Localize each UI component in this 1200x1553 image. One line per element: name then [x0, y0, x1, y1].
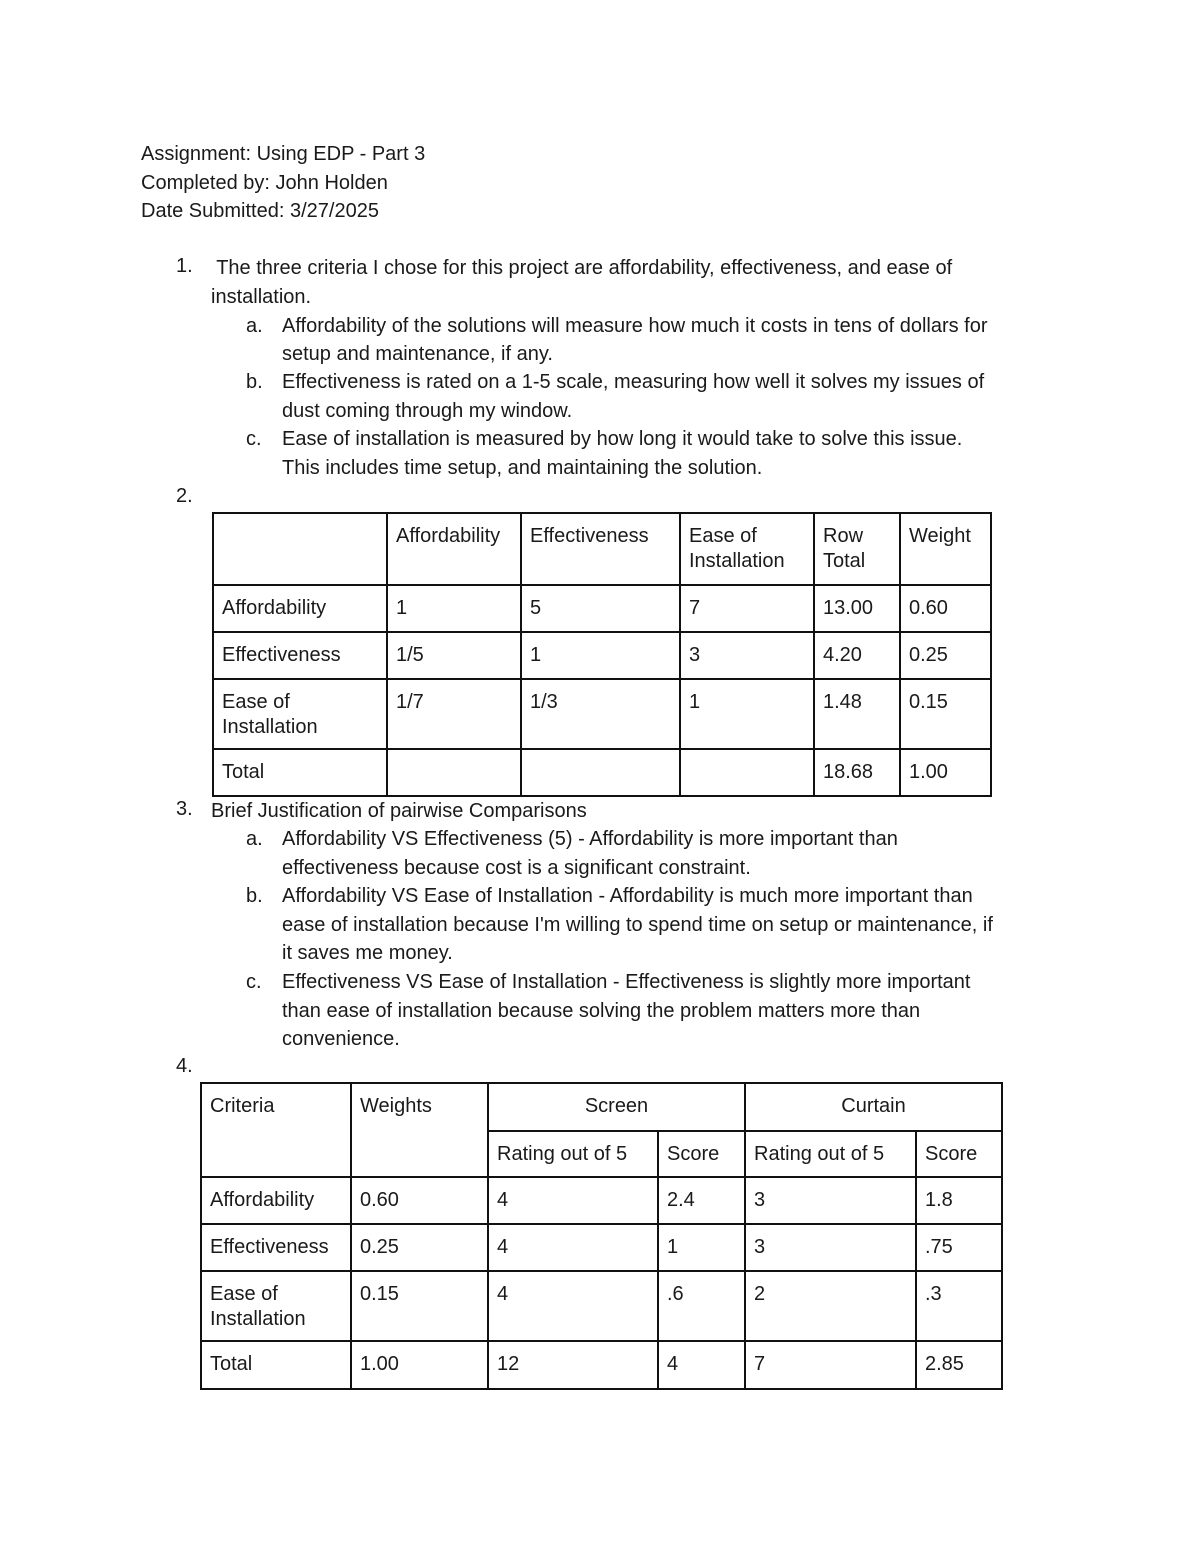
item-1b-line-1: Effectiveness is rated on a 1-5 scale, measuring how well it solves my issues of: [282, 371, 985, 393]
table-cell: 7: [680, 585, 814, 632]
item-1b-line-2: dust coming through my window.: [282, 400, 573, 422]
table-cell: 4: [488, 1224, 658, 1271]
table-cell: 1: [387, 585, 521, 632]
screen-group-header: Screen: [488, 1083, 745, 1131]
item-3b-letter: b.: [246, 885, 263, 907]
table-cell: 4: [488, 1177, 658, 1224]
table-cell: Effectiveness: [201, 1224, 351, 1271]
table-cell: Ease of Installation: [201, 1271, 351, 1341]
table-cell: 12: [488, 1341, 658, 1389]
table-cell: 3: [680, 632, 814, 679]
table-cell: Weights: [351, 1083, 488, 1177]
table-cell: 2.4: [658, 1177, 745, 1224]
table-cell: Ease of Installation: [680, 513, 814, 585]
table-cell: 1.00: [351, 1341, 488, 1389]
item-1a-line-2: setup and maintenance, if any.: [282, 343, 553, 365]
item-3a-line-1: Affordability VS Effectiveness (5) - Affordability is more important than: [282, 828, 898, 850]
table-cell: 13.00: [814, 585, 900, 632]
table-cell: [521, 749, 680, 796]
completed-by: Completed by: John Holden: [141, 172, 388, 194]
item-3b-line-3: it saves me money.: [282, 942, 453, 964]
decision-matrix-table: [200, 1082, 1003, 1390]
table-cell: [213, 513, 387, 585]
table-cell: Score: [658, 1131, 745, 1177]
table-cell: Weight: [900, 513, 991, 585]
table-cell: Affordability: [387, 513, 521, 585]
table-cell: 1.00: [900, 749, 991, 796]
item-3b-line-1: Affordability VS Ease of Installation - Affordability is much more important than: [282, 885, 973, 907]
table-cell: 7: [745, 1341, 916, 1389]
item-3-title: Brief Justification of pairwise Comparisons: [211, 800, 587, 822]
pairwise-comparison-table: [212, 512, 992, 797]
table-cell: 2.85: [916, 1341, 1002, 1389]
table-row: [213, 585, 991, 632]
table-row: [201, 1224, 1002, 1271]
item-1-number: 1.: [176, 255, 193, 277]
table-cell: .75: [916, 1224, 1002, 1271]
table-cell: 0.15: [351, 1271, 488, 1341]
table-cell: 0.60: [900, 585, 991, 632]
table-cell: Affordability: [201, 1177, 351, 1224]
table-cell: 0.25: [351, 1224, 488, 1271]
item-3b-line-2: ease of installation because I'm willing to spend time on setup or maintenance, if: [282, 914, 993, 936]
item-1-line-1: The three criteria I chose for this project are affordability, effectiveness, and ease of: [211, 257, 953, 279]
table-cell: Rating out of 5: [745, 1131, 916, 1177]
table-cell: 1/5: [387, 632, 521, 679]
table-cell: Criteria: [201, 1083, 351, 1177]
table-cell: Ease of Installation: [213, 679, 387, 749]
table-cell: 4: [488, 1271, 658, 1341]
table-cell: Row Total: [814, 513, 900, 585]
table-cell: 1.8: [916, 1177, 1002, 1224]
table-cell: 3: [745, 1224, 916, 1271]
table-cell: Total: [213, 749, 387, 796]
table-row: [213, 632, 991, 679]
item-4-number: 4.: [176, 1055, 193, 1077]
table-cell: 1.48: [814, 679, 900, 749]
item-3a-line-2: effectiveness because cost is a significant constraint.: [282, 857, 751, 879]
date-submitted: Date Submitted: 3/27/2025: [141, 200, 379, 222]
item-3c-line-2: than ease of installation because solving the problem matters more than: [282, 1000, 921, 1022]
table-header-row: [213, 513, 991, 585]
table-cell: 1: [521, 632, 680, 679]
table-cell: 4: [658, 1341, 745, 1389]
table-cell: Total: [201, 1341, 351, 1389]
item-3c-letter: c.: [246, 971, 262, 993]
curtain-group-header: Curtain: [745, 1083, 1002, 1131]
table-row: [201, 1177, 1002, 1224]
table-cell: 4.20: [814, 632, 900, 679]
assignment-title: Assignment: Using EDP - Part 3: [141, 143, 426, 165]
item-1c-line-2: This includes time setup, and maintaining the solution.: [282, 457, 763, 479]
table-header-row: [201, 1083, 1002, 1131]
item-1c-line-1: Ease of installation is measured by how long it would take to solve this issue.: [282, 428, 963, 450]
table-cell: 0.60: [351, 1177, 488, 1224]
table-cell: .3: [916, 1271, 1002, 1341]
table-cell: 0.15: [900, 679, 991, 749]
table-row: [213, 679, 991, 749]
item-1b-letter: b.: [246, 371, 263, 393]
item-3-number: 3.: [176, 798, 193, 820]
table-cell: 1: [680, 679, 814, 749]
item-3a-letter: a.: [246, 828, 263, 850]
table-cell: .6: [658, 1271, 745, 1341]
table-cell: 5: [521, 585, 680, 632]
item-3c-line-1: Effectiveness VS Ease of Installation - Effectiveness is slightly more important: [282, 971, 971, 993]
item-1-line-2: installation.: [211, 286, 312, 308]
item-2-number: 2.: [176, 485, 193, 507]
table-cell: Affordability: [213, 585, 387, 632]
item-1a-line-1: Affordability of the solutions will measure how much it costs in tens of dollars for: [282, 315, 988, 337]
table-cell: Score: [916, 1131, 1002, 1177]
item-3c-line-3: convenience.: [282, 1028, 400, 1050]
table-cell: 1/7: [387, 679, 521, 749]
table-cell: 2: [745, 1271, 916, 1341]
table-cell: Effectiveness: [521, 513, 680, 585]
item-1c-letter: c.: [246, 428, 262, 450]
table-total-row: [201, 1341, 1002, 1389]
table-cell: 1: [658, 1224, 745, 1271]
table-cell: 1/3: [521, 679, 680, 749]
table-cell: Effectiveness: [213, 632, 387, 679]
table-cell: [680, 749, 814, 796]
table-cell: 0.25: [900, 632, 991, 679]
table-cell: [387, 749, 521, 796]
table-cell: Rating out of 5: [488, 1131, 658, 1177]
item-1a-letter: a.: [246, 315, 263, 337]
table-cell: 18.68: [814, 749, 900, 796]
table-total-row: [213, 749, 991, 796]
table-cell: 3: [745, 1177, 916, 1224]
table-row: [201, 1271, 1002, 1341]
